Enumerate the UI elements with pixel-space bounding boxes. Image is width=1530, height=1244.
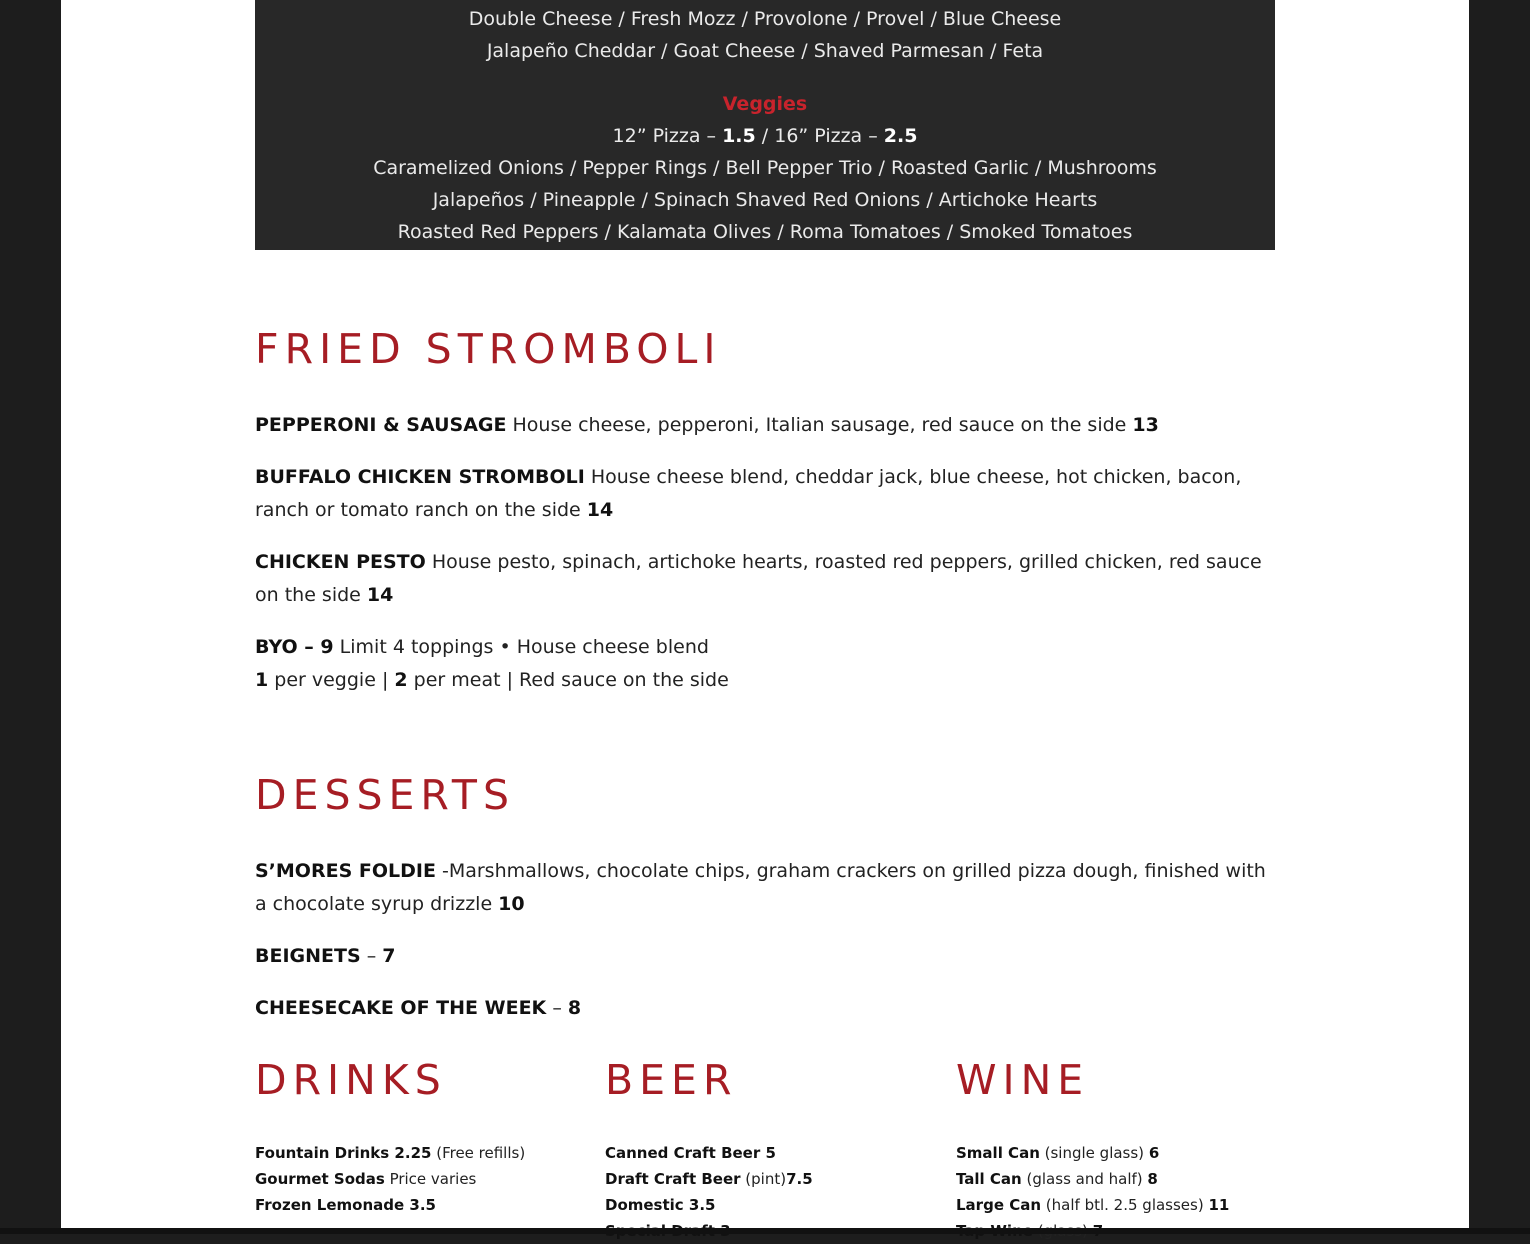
item-price: 8 [567,997,582,1019]
veggie-line: Caramelized Onions / Pepper Rings / Bell Pepper Trio / Roasted Garlic / Mushrooms [373,157,1157,179]
drinks-column [255,1056,595,1218]
item-name: BUFFALO CHICKEN STROMBOLI [255,466,585,488]
menu-content [255,0,1275,1214]
byo-item [255,631,1275,697]
beer-note: (pint) [740,1170,787,1188]
beer-column [605,1056,945,1244]
drink-name: Gourmet Sodas [255,1170,385,1188]
wine-price: 8 [1147,1170,1158,1188]
wine-note: (single glass) [1039,1144,1149,1162]
menu-item [255,855,1275,921]
drink-note: Price varies [384,1170,477,1188]
item-price: 14 [366,584,394,606]
beer-name: Canned Craft Beer 5 [605,1144,776,1162]
item-desc: House pesto, spinach, artichoke hearts, roasted red peppers, grilled chicken, red sauce on the side [255,551,1262,606]
item-name: CHICKEN PESTO [255,551,426,573]
wine-note: (glass and half) [1021,1170,1148,1188]
beer-title: BEER [605,1056,738,1104]
item-sep: – [360,945,383,967]
item-price: 10 [498,893,525,915]
item-desc: House cheese blend, cheddar jack, blue cheese, hot chicken, bacon, ranch or tomato ranch on the side [255,466,1242,521]
beer-name: Draft Craft Beer [605,1170,741,1188]
drink-name: Frozen Lemonade 3.5 [255,1196,436,1214]
beer-item [605,1192,945,1218]
byo-meat-price: 2 [394,669,408,691]
wine-name: Small Can [956,1144,1040,1162]
wine-item [956,1140,1296,1166]
toppings-box [255,0,1275,250]
wine-price: 11 [1208,1196,1230,1214]
menu-page [61,0,1469,1228]
byo-meat-text: per meat | Red sauce on the side [407,669,729,691]
veggie-line: Jalapeños / Pineapple / Spinach Shaved Red Onions / Artichoke Hearts [432,189,1098,211]
wine-item [956,1166,1296,1192]
veggies-price-12-label: 12” Pizza – [612,125,723,147]
menu-item [255,461,1275,527]
veggies-price-16: 2.5 [883,125,918,147]
byo-veg-price: 1 [255,669,269,691]
veggie-line: Roasted Red Peppers / Kalamata Olives / Roma Tomatoes / Smoked Tomatoes [397,221,1133,243]
item-name: BEIGNETS [255,945,361,967]
menu-item [255,992,1275,1025]
item-price: 7 [382,945,396,967]
wine-title: WINE [956,1056,1090,1104]
item-name: CHEESECAKE OF THE WEEK [255,997,547,1019]
item-desc: House cheese, pepperoni, Italian sausage, red sauce on the side [506,414,1133,436]
veggies-price-16-label: / 16” Pizza – [755,125,884,147]
item-price: 14 [586,499,614,521]
wine-note: (half btl. 2.5 glasses) [1041,1196,1209,1214]
wine-item [956,1192,1296,1218]
cheese-line: Jalapeño Cheddar / Goat Cheese / Shaved Parmesan / Feta [486,40,1044,62]
menu-item [255,940,1275,973]
drink-name: Fountain Drinks 2.25 [255,1144,432,1162]
veggies-price-12: 1.5 [722,125,756,147]
drink-item [255,1192,595,1218]
veggies-price [255,120,1275,152]
beer-item [605,1140,945,1166]
drink-item [255,1166,595,1192]
menu-item [255,546,1275,612]
wine-column [956,1056,1296,1244]
item-price: 13 [1132,414,1159,436]
wine-price: 6 [1148,1144,1160,1162]
drinks-title: DRINKS [255,1056,447,1104]
item-desc: -Marshmallows, chocolate chips, graham crackers on grilled pizza dough, finished with a chocolate syrup drizzle [255,860,1266,915]
wine-name: Tall Can [956,1170,1022,1188]
beer-name: Domestic 3.5 [605,1196,716,1214]
item-name: S’MORES FOLDIE [255,860,436,882]
byo-name: BYO – 9 [255,636,334,658]
menu-item [255,409,1275,442]
beer-price: 7.5 [786,1170,813,1188]
stromboli-title: FRIED STROMBOLI [255,325,722,373]
bottom-edge [0,1228,1530,1234]
desserts-title: DESSERTS [255,771,516,819]
drinks-list [255,1140,595,1218]
drink-item [255,1140,595,1166]
beer-item [605,1166,945,1192]
veggies-title: Veggies [722,93,808,115]
drink-note: (Free refills) [431,1144,526,1162]
item-sep: – [546,997,568,1019]
byo-desc: Limit 4 toppings • House cheese blend [333,636,709,658]
wine-name: Large Can [956,1196,1042,1214]
cheese-line: Double Cheese / Fresh Mozz / Provolone / Provel / Blue Cheese [468,8,1062,30]
item-name: PEPPERONI & SAUSAGE [255,414,507,436]
byo-veg-text: per veggie | [268,669,395,691]
